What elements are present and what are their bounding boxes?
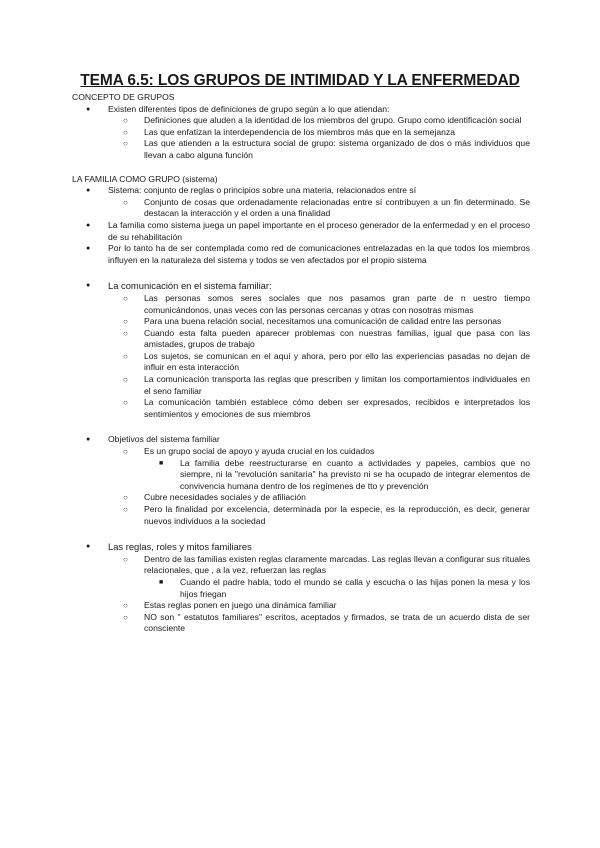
sub-list-item: ○ Las que enfatizan la interdependencia de los miembros más que en la semejanza <box>108 127 530 139</box>
sub-list-item: ○ La comunicación transporta las reglas que prescriben y limitan los comportamientos individuales en el seno familiar <box>108 374 530 397</box>
list-item-text: Sistema: conjunto de reglas o principios sobre una materia, relacionados entre sí <box>108 185 417 196</box>
sub-list-item: ○ Las que atienden a la estructura social de grupo: sistema organizado de dos o más individuos que llevan a cabo alguna función <box>108 138 530 161</box>
sub-list-item: ○ Los sujetos, se comunican en el aquí y ahora, pero por ello las experiencias pasadas no dejan de influir en esta interacción <box>108 351 530 374</box>
list-item: ● Por lo tanto ha de ser contemplada como red de comunicaciones entrelazadas en la que todos los miembros influyen en la naturaleza del sistema y todos se ven afectados por el propio sistema <box>72 243 530 266</box>
section-heading: Las reglas, roles y mitos familiares <box>108 541 252 553</box>
sub-sub-list-item: ■ Cuando el padre habla, todo el mundo se calla y escucha o las hijas ponen la mesa y los hijos friegan <box>144 577 530 600</box>
list-item <box>72 541 530 635</box>
sub-list-item: ○ Definiciones que aluden a la identidad de los miembros del grupo. Grupo como identificación social <box>108 115 530 127</box>
list-item <box>72 434 530 527</box>
document-body <box>72 92 530 635</box>
sub-list-item <box>108 554 530 600</box>
section-heading: La comunicación en el sistema familiar: <box>108 280 272 292</box>
section-concepto-de-grupos <box>72 92 530 162</box>
list-item: ● La familia como sistema juega un papel importante en el proceso generador de la enfermedad y en el proceso de su rehabilitación <box>72 220 530 243</box>
section-heading: CONCEPTO DE GRUPOS <box>72 92 175 102</box>
document-title: TEMA 6.5: LOS GRUPOS DE INTIMIDAD Y LA ENFERMEDAD <box>80 72 520 89</box>
sub-list <box>108 197 530 220</box>
sub-list <box>108 446 530 527</box>
sub-list-item: ○ Cuando esta falta pueden aparecer problemas con nuestras familias, igual que pasa con las amistades, grupos de trabajo <box>108 328 530 351</box>
sub-sub-list <box>144 458 530 493</box>
bullet-list <box>72 104 530 162</box>
list-item-text: Existen diferentes tipos de definiciones de grupo según a lo que atiendan: <box>108 103 390 114</box>
sub-list-item: ○ La comunicación también establece cómo deben ser expresados, recibidos e interpretados los sentimientos y emociones de sus miembros <box>108 397 530 420</box>
section-reglas-roles-mitos <box>72 541 530 635</box>
sub-list-item <box>108 446 530 492</box>
list-item <box>72 185 530 220</box>
section-heading: Objetivos del sistema familiar <box>108 434 220 445</box>
section-comunicacion <box>72 280 530 420</box>
bullet-list <box>72 185 530 266</box>
sub-list-item: ○ Para una buena relación social, necesitamos una comunicación de calidad entre las personas <box>108 316 530 328</box>
list-item <box>72 280 530 420</box>
sub-list-item: ○ Pero la finalidad por excelencia, determinada por la especie, es la reproducción, es decir, generar nuevos individuos a la sociedad <box>108 504 530 527</box>
sub-list-item-text: Es un grupo social de apoyo y ayuda crucial en los cuidados <box>144 446 375 457</box>
section-heading: LA FAMILIA COMO GRUPO (sistema) <box>72 173 218 184</box>
sub-list-item: ○ Conjunto de cosas que ordenadamente relacionadas entre sí contribuyen a un fin determinado. Se destacan la interacción y el orden a una finalidad <box>108 197 530 220</box>
sub-sub-list-item: ■ La familia debe reestructurarse en cuanto a actividades y papeles, cambios que no siempre, ni la "revolución sanitaria" ha previsto ni se ha ocupado de integrar elementos de convivencia humana dentro de los regímenes de tto y prevención <box>144 458 530 493</box>
sub-list <box>108 115 530 161</box>
section-familia-como-grupo <box>72 174 530 267</box>
sub-list-item-text: Dentro de las familias existen reglas claramente marcadas. Las reglas llevan a configurar sus rituales relacionales, que , a la vez, refuerzan las reglas <box>144 553 530 576</box>
sub-list <box>108 554 530 635</box>
sub-list-item: ○ Cubre necesidades sociales y de afiliación <box>108 492 530 504</box>
sub-list-item: ○ NO son " estatutos familiares" escritos, aceptados y firmados, se trata de un acuerdo dista de ser consciente <box>108 612 530 635</box>
sub-list <box>108 293 530 421</box>
sub-sub-list <box>144 577 530 600</box>
list-item <box>72 104 530 162</box>
sub-list-item: ○ Las personas somos seres sociales que nos pasamos gran parte de n uestro tiempo comunicándonos, unas veces con las personas cercanas y otras con nosotras mismas <box>108 293 530 316</box>
sub-list-item: ○ Estas reglas ponen en juego una dinámica familiar <box>108 600 530 612</box>
section-objetivos <box>72 434 530 527</box>
